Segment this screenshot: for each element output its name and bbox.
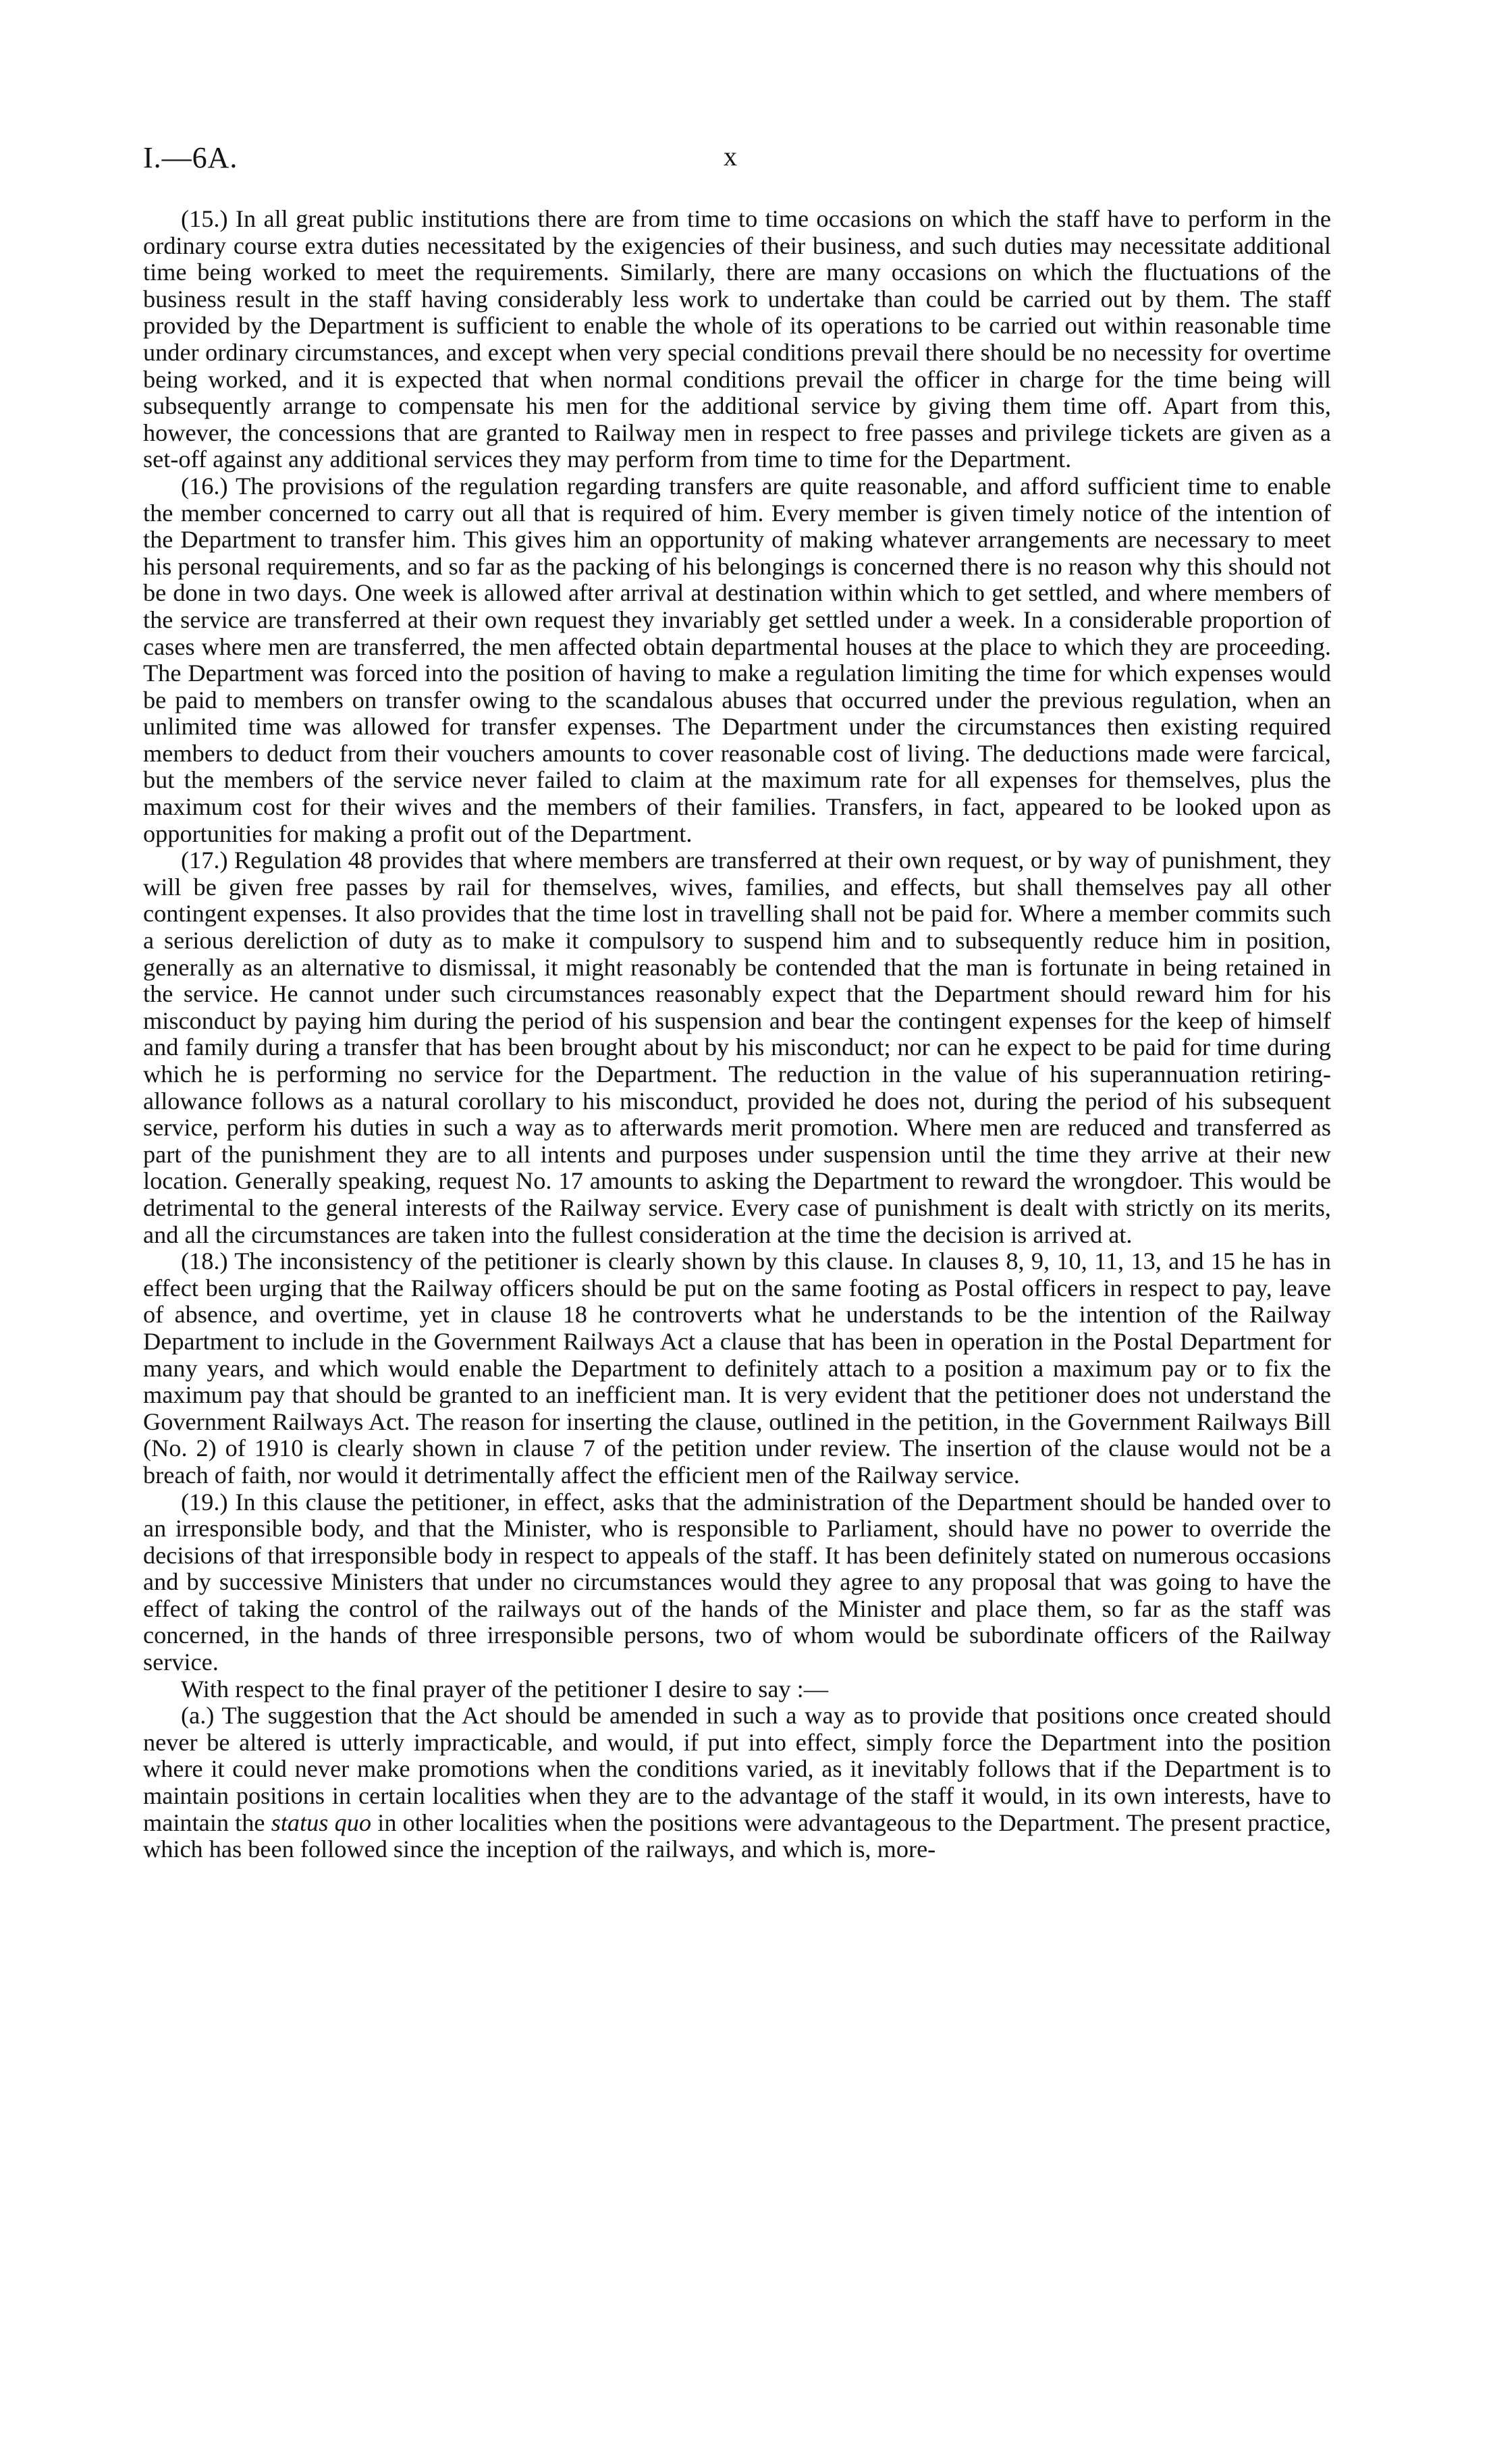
body-text	[143, 206, 1331, 1863]
paragraph-a-tail: in other localities when the positions were advantageous to the Department. The present practice, which has been followed since the inception of the railways, and which is, more-	[143, 1809, 1332, 1863]
page-number: x	[724, 141, 737, 171]
paragraph-19: (19.) In this clause the petitioner, in effect, asks that the administration of the Department should be handed over to an irresponsible body, and that the Minister, who is responsible to Parliament, should have no power to override the decisions of that irresponsible body in respect to appeals of the staff. It has been definitely stated on numerous occasions and by successive Ministers that under no circumstances would they agree to any proposal that was going to have the effect of taking the control of the railways out of the hands of the Minister and place them, so far as the staff was concerned, in the hands of three irresponsible persons, two of whom would be subordinate officers of the Railway service.	[143, 1488, 1331, 1676]
paragraph-15: (15.) In all great public institutions there are from time to time occasions on which the staff have to perform in the ordinary course extra duties necessitated by the exigencies of their business, and such duties may necessitate additional time being worked to meet the requirements. Similarly, there are many occasions on which the fluctuations of the business result in the staff having considerably less work to undertake than could be carried out by them. The staff provided by the Department is sufficient to enable the whole of its operations to be carried out within reasonable time under ordinary circumstances, and except when very special conditions prevail there should be no necessity for overtime being worked, and it is expected that when normal conditions prevail the officer in charge for the time being will subsequently arrange to compensate his men for the additional service by giving them time off. Apart from this, however, the concessions that are granted to Railway men in respect to free passes and privilege tickets are given as a set-off against any additional services they may perform from time to time for the Department.	[143, 205, 1331, 473]
paragraph-18: (18.) The inconsistency of the petitioner is clearly shown by this clause. In clauses 8, 9, 10, 11, 13, and 15 he has in effect been urging that the Railway officers should be put on the same footing as Postal officers in respect to pay, leave of absence, and overtime, yet in clause 18 he controverts what he understands to be the intention of the Railway Department to include in the Government Railways Act a clause that has been in operation in the Postal Department for many years, and which would enable the Department to definitely attach to a position a maximum pay or to fix the maximum pay that should be granted to an inefficient man. It is very evident that the petitioner does not understand the Government Railways Act. The reason for inserting the clause, outlined in the petition, in the Government Railways Bill (No. 2) of 1910 is clearly shown in clause 7 of the petition under review. The insertion of the clause would not be a breach of faith, nor would it detrimentally affect the efficient men of the Railway service.	[143, 1248, 1331, 1489]
paragraph-a-lead: (a.) The suggestion that the Act should be amended in such a way as to provide that positions once created should never be altered is utterly impracticable, and would, if put into effect, simply force the Department into the position where it could never make promotions when the conditions varied, as it inevitably follows that if the Department is to maintain positions in certain localities when they are to the advantage of the staff it would, in its own interests, have to maintain the	[143, 1702, 1331, 1836]
paragraph-17: (17.) Regulation 48 provides that where members are transferred at their own request, or by way of punishment, they will be given free passes by rail for themselves, wives, families, and effects, but shall themselves pay all other contingent expenses. It also provides that the time lost in travelling shall not be paid for. Where a member commits such a serious dereliction of duty as to make it compulsory to suspend him and to subsequently reduce him in position, generally as an alternative to dismissal, it might reasonably be contended that the man is fortunate in being retained in the service. He cannot under such circumstances reasonably expect that the Department should reward him for his misconduct by paying him during the period of his suspension and bear the contingent expenses for the keep of himself and family during a transfer that has been brought about by his misconduct; nor can he expect to be paid for time during which he is performing no service for the Department. The reduction in the value of his superannuation retiring-allowance follows as a natural corollary to his misconduct, provided he does not, during the period of his subsequent service, perform his duties in such a way as to afterwards merit promotion. Where men are reduced and transferred as part of the punishment they are to all intents and purposes under suspension until the time they arrive at their new location. Generally speaking, request No. 17 amounts to asking the Department to reward the wrongdoer. This would be detrimental to the general interests of the Railway service. Every case of punishment is dealt with strictly on its merits, and all the circumstances are taken into the fullest consideration at the time the decision is arrived at.	[143, 847, 1331, 1248]
paragraph-a	[143, 1703, 1331, 1863]
page-header	[143, 140, 1349, 181]
paragraph-a-italic-phrase: status quo	[271, 1809, 372, 1836]
paragraph-16: (16.) The provisions of the regulation regarding transfers are quite reasonable, and afford sufficient time to enable the member concerned to carry out all that is required of him. Every member is given timely notice of the intention of the Department to transfer him. This gives him an opportunity of making whatever arrangements are necessary to meet his personal requirements, and so far as the packing of his belongings is concerned there is no reason why this should not be done in two days. One week is allowed after arrival at destination within which to get settled, and where members of the service are transferred at their own request they invariably get settled under a week. In a considerable proportion of cases where men are transferred, the men affected obtain departmental houses at the place to which they are proceeding. The Department was forced into the position of having to make a regulation limiting the time for which expenses would be paid to members on transfer owing to the scandalous abuses that occurred under the previous regulation, when an unlimited time was allowed for transfer expenses. The Department under the circumstances then existing required members to deduct from their vouchers amounts to cover reasonable cost of living. The deductions made were farcical, but the members of the service never failed to claim at the maximum rate for all expenses for themselves, plus the maximum cost for their wives and the members of their families. Transfers, in fact, appeared to be looked upon as opportunities for making a profit out of the Department.	[143, 472, 1332, 847]
page-reference: I.—6A.	[143, 141, 238, 174]
paragraph-final-prayer-intro: With respect to the final prayer of the petitioner I desire to say :—	[181, 1675, 829, 1703]
